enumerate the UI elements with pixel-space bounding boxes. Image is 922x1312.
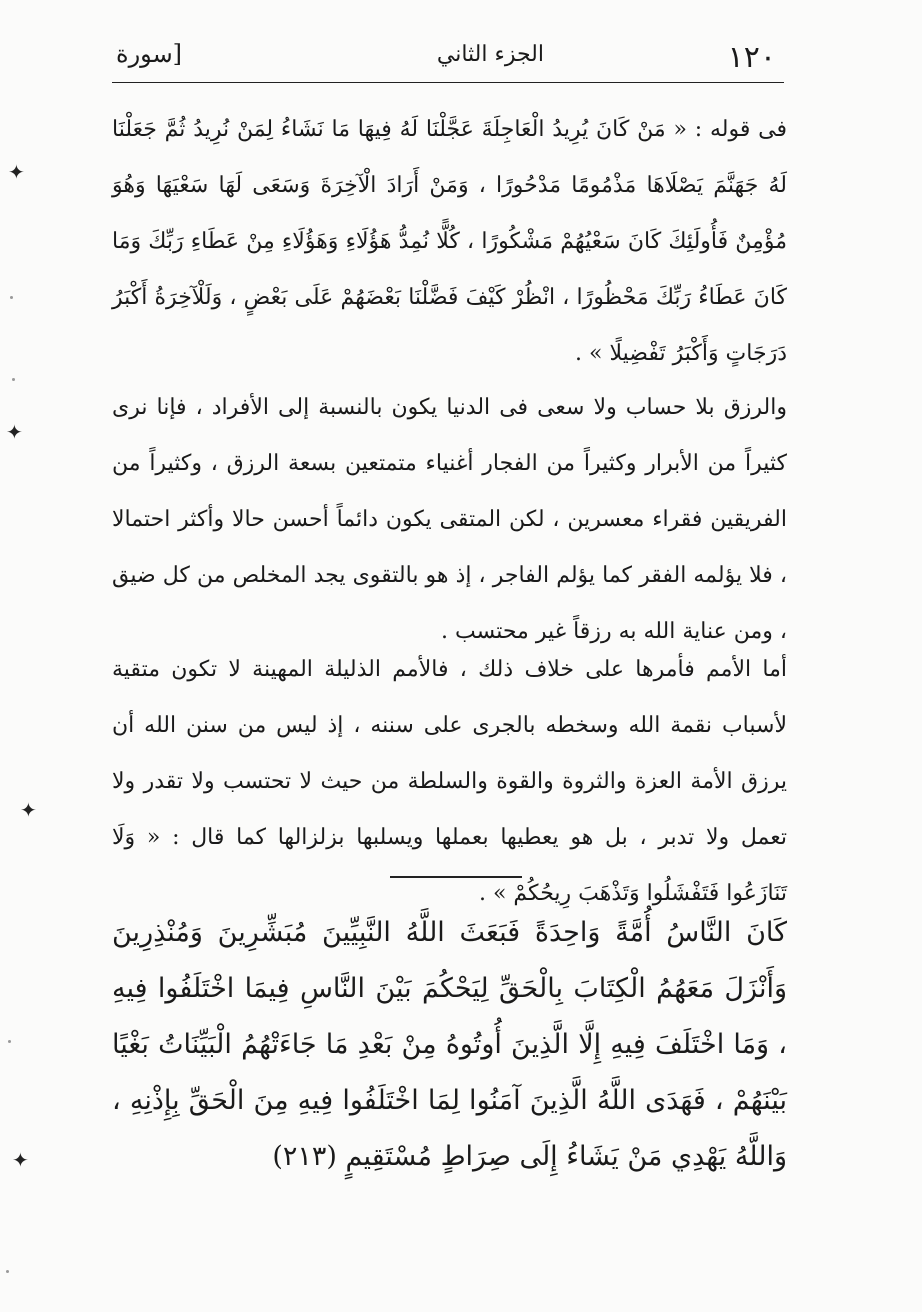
margin-mark-icon: ✦ <box>8 160 25 184</box>
verse-text: كَانَ النَّاسُ أُمَّةً وَاحِدَةً فَبَعَثَ اللَّهُ النَّبِيِّينَ مُبَشِّرِينَ وَمُنْذِرِينَ وَأَنْزَلَ مَعَهُمُ الْكِتَابَ بِالْحَقِّ لِيَحْكُمَ بَيْنَ النَّاسِ فِيمَا اخْتَلَفُوا فِيهِ ، وَمَا اخْتَلَفَ فِيهِ إِلَّا الَّذِينَ أُوتُوهُ مِنْ بَعْدِ مَا جَاءَتْهُمُ الْبَيِّنَاتُ بَغْيًا بَيْنَهُمْ ، فَهَدَى اللَّهُ الَّذِينَ آمَنُوا لِمَا اخْتَلَفُوا فِيهِ مِنَ الْحَقِّ بِإِذْنِهِ ، وَاللَّهُ يَهْدِي مَنْ يَشَاءُ إِلَى صِرَاطٍ مُسْتَقِيمٍ <box>112 917 787 1172</box>
commentary-paragraph-3 <box>112 642 787 922</box>
part-title: الجزء الثاني <box>436 42 544 67</box>
speck-dot <box>8 1040 11 1043</box>
paragraph-text: والرزق بلا حساب ولا سعى فى الدنيا يكون بالنسبة إلى الأفراد ، فإنا نرى كثيراً من الأبرار وكثيراً من الفجار أغنياء متمتعين بسعة الرزق ، وكثيراً من الفريقين فقراء معسرين ، لكن المتقى يكون دائماً أحسن حالا وأكثر احتمالا ، فلا يؤلمه الفقر كما يؤلم الفاجر ، إذ هو بالتقوى يجد المخلص من كل ضيق ، ومن عناية الله به رزقاً غير محتسب . <box>112 395 787 644</box>
speck-dot <box>12 378 15 381</box>
margin-mark-icon: ✦ <box>12 1148 29 1172</box>
section-separator <box>390 876 522 878</box>
quran-verse-block <box>112 905 787 1185</box>
commentary-paragraph-1 <box>112 102 787 382</box>
commentary-paragraph-2 <box>112 380 787 660</box>
margin-mark-icon: ✦ <box>6 420 23 444</box>
speck-dot <box>6 1270 9 1273</box>
header-divider <box>112 82 784 83</box>
verse-number: (٢١٣) <box>272 1141 337 1172</box>
surah-label: [سورة <box>116 40 183 68</box>
page-number: ١٢٠ <box>727 40 776 75</box>
margin-mark-icon: ✦ <box>20 798 37 822</box>
speck-dot <box>10 296 13 299</box>
paragraph-text: فى قوله : « مَنْ كَانَ يُرِيدُ الْعَاجِلَةَ عَجَّلْنَا لَهُ فِيهَا مَا نَشَاءُ لِمَنْ نُرِيدُ ثُمَّ جَعَلْنَا لَهُ جَهَنَّمَ يَصْلَاهَا مَذْمُومًا مَدْحُورًا ، وَمَنْ أَرَادَ الْآخِرَةَ وَسَعَى لَهَا سَعْيَهَا وَهُوَ مُؤْمِنٌ فَأُولَئِكَ كَانَ سَعْيُهُمْ مَشْكُورًا ، كُلًّا نُمِدُّ هَؤُلَاءِ وَهَؤُلَاءِ مِنْ عَطَاءِ رَبِّكَ وَمَا كَانَ عَطَاءُ رَبِّكَ مَحْظُورًا ، انْظُرْ كَيْفَ فَضَّلْنَا بَعْضَهُمْ عَلَى بَعْضٍ ، وَلَلْآخِرَةُ أَكْبَرُ دَرَجَاتٍ وَأَكْبَرُ تَفْضِيلًا » . <box>112 117 787 366</box>
paragraph-text: أما الأمم فأمرها على خلاف ذلك ، فالأمم الذليلة المهينة لا تكون متقية لأسباب نقمة الله وسخطه بالجرى على سننه ، إذ ليس من سنن الله أن يرزق الأمة العزة والثروة والقوة والسلطة من حيث لا تحتسب ولا تقدر ولا تعمل ولا تدبر ، بل هو يعطيها بعملها ويسلبها بزلزالها كما قال : « وَلَا تَنَازَعُوا فَتَفْشَلُوا وَتَذْهَبَ رِيحُكُمْ » . <box>112 657 787 906</box>
running-header <box>112 34 784 82</box>
